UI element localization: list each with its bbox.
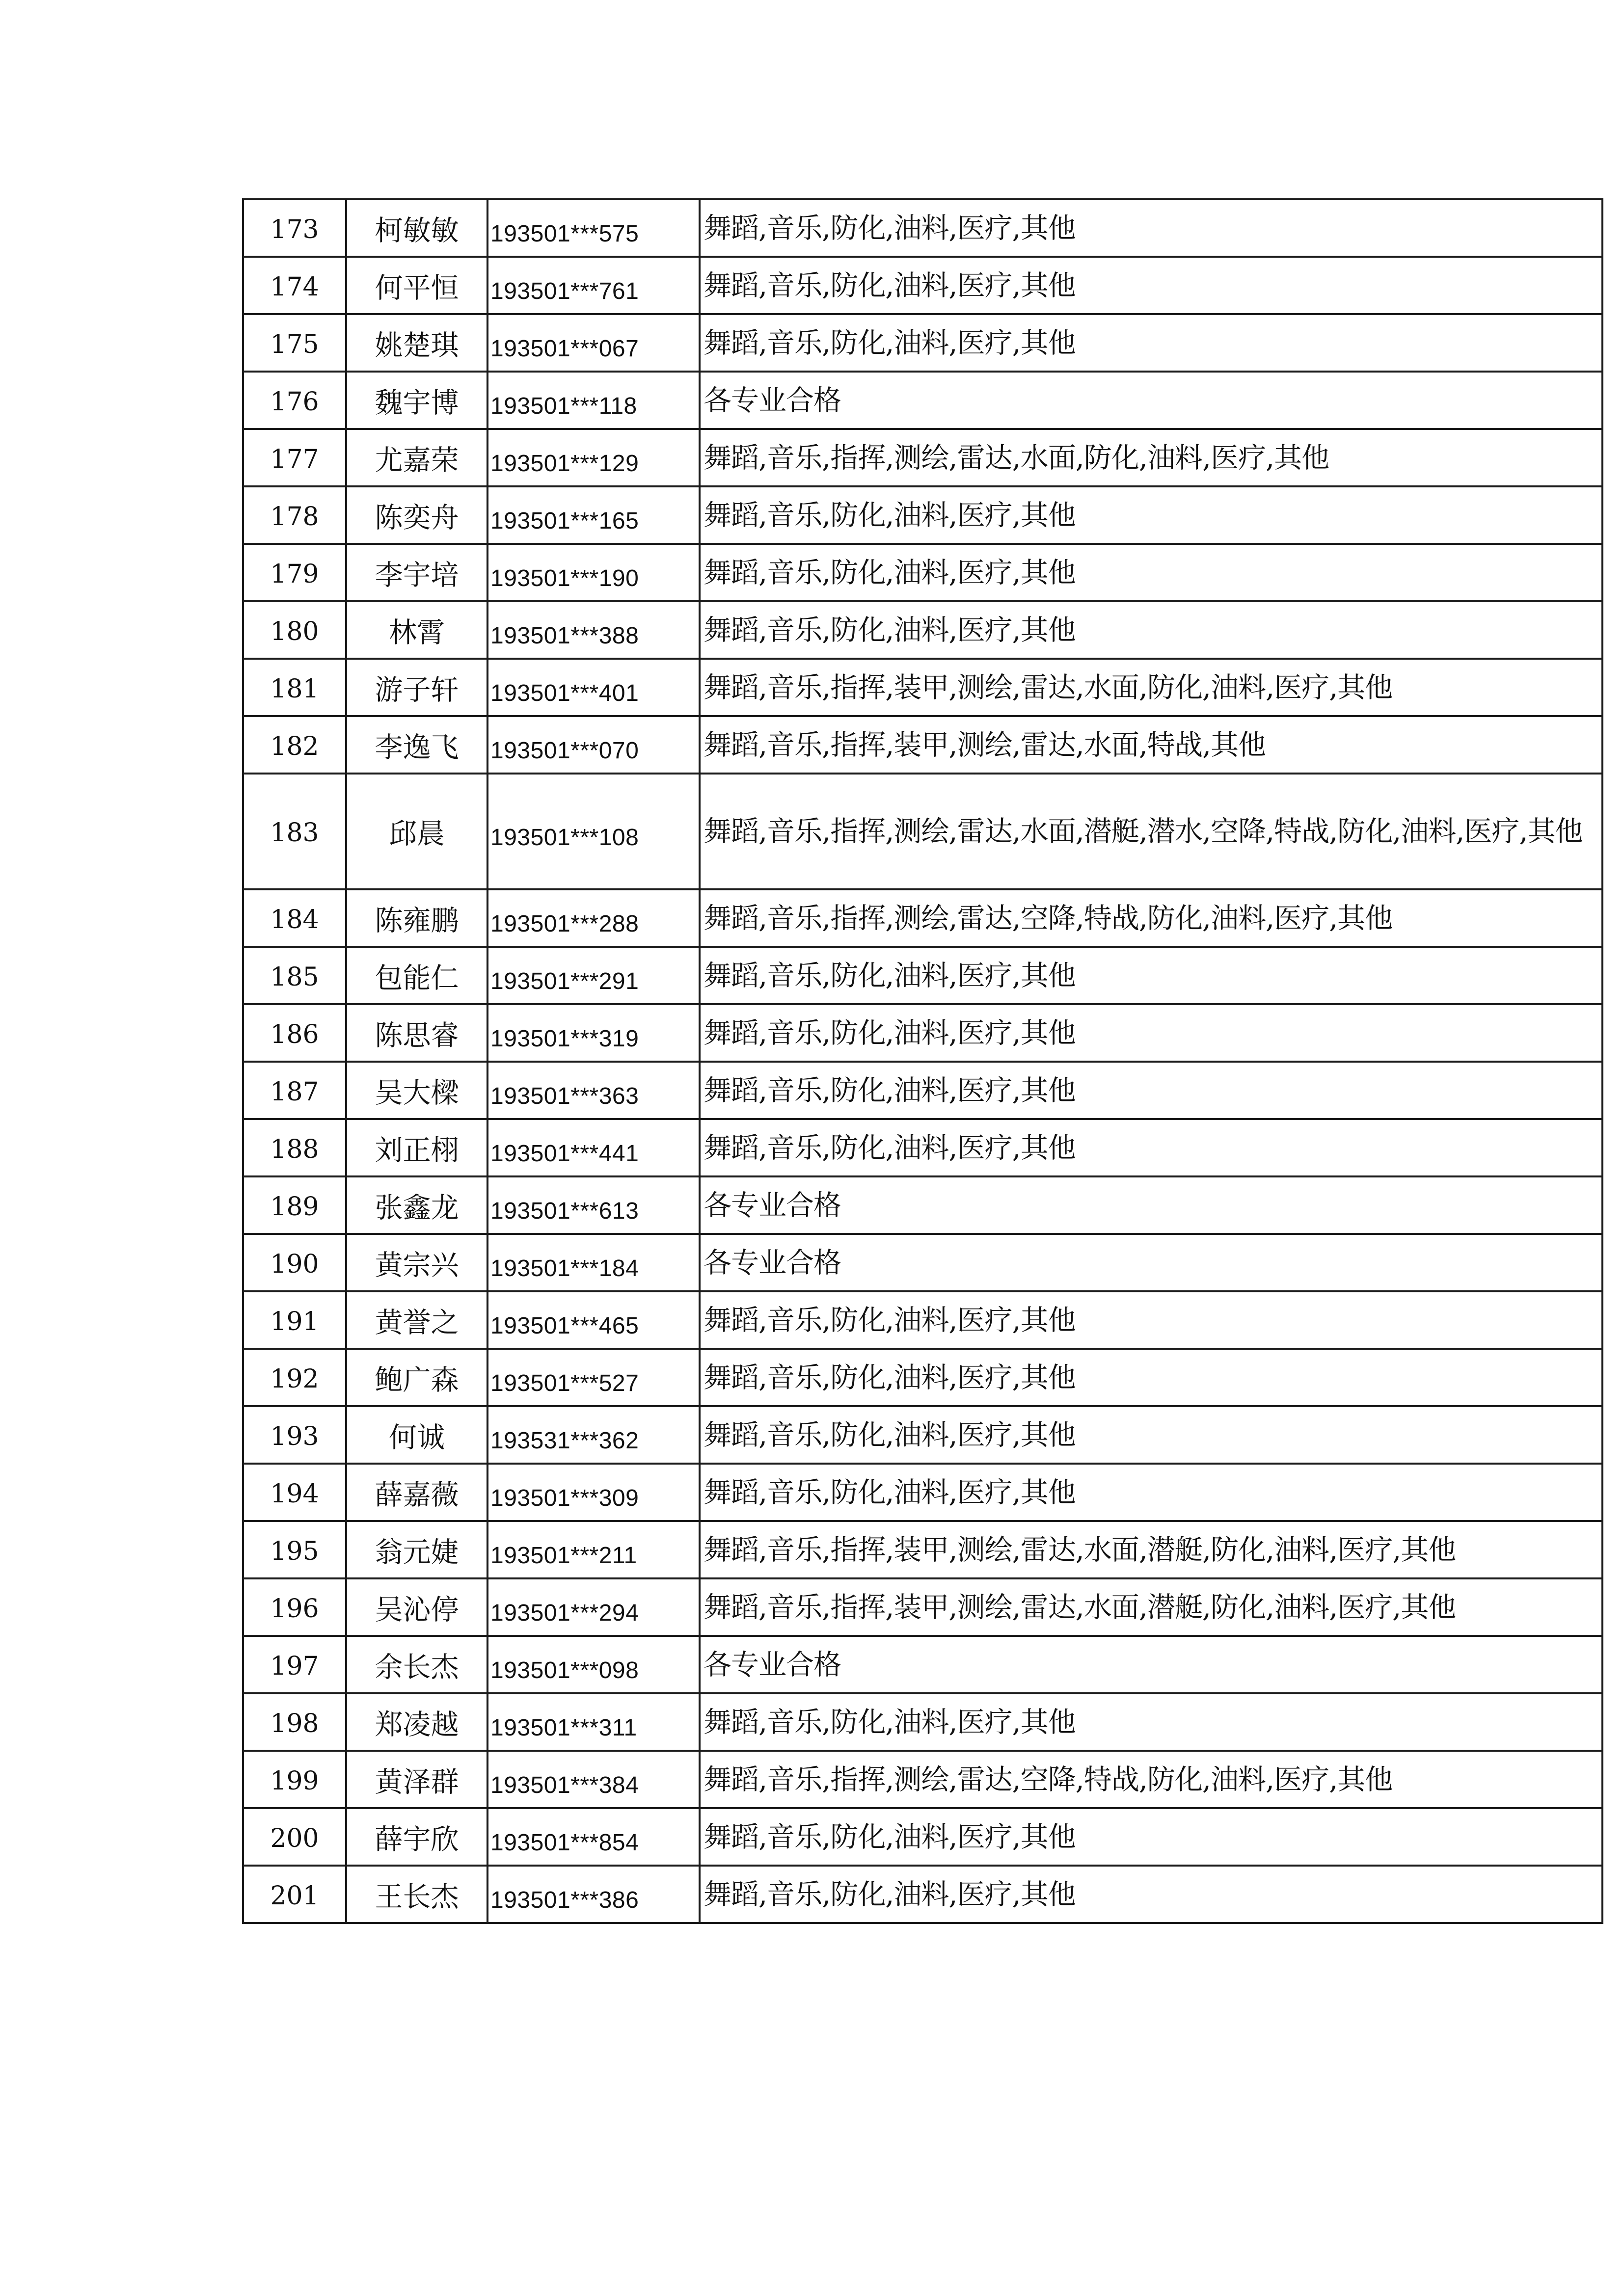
table-row (243, 1636, 1602, 1693)
id-number-cell: 193501***575 (487, 199, 700, 257)
row-number-cell: 174 (243, 257, 346, 314)
name-cell: 薛嘉薇 (346, 1464, 487, 1521)
id-number-cell: 193501***441 (487, 1119, 700, 1176)
name-cell: 吴沁停 (346, 1578, 487, 1636)
row-number-cell: 192 (243, 1349, 346, 1406)
row-number-cell: 175 (243, 314, 346, 372)
name-cell: 张鑫龙 (346, 1176, 487, 1234)
qualifications-cell: 各专业合格 (700, 1636, 1602, 1693)
row-number-cell: 199 (243, 1751, 346, 1808)
qualifications-cell: 舞蹈,音乐,指挥,测绘,雷达,水面,防化,油料,医疗,其他 (700, 429, 1602, 486)
table-row (243, 716, 1602, 774)
table-row (243, 1234, 1602, 1291)
name-cell: 陈雍鹏 (346, 889, 487, 947)
row-number-cell: 185 (243, 947, 346, 1004)
id-number-cell: 193501***401 (487, 659, 700, 716)
id-number-cell: 193501***098 (487, 1636, 700, 1693)
id-number-cell: 193501***527 (487, 1349, 700, 1406)
name-cell: 黄宗兴 (346, 1234, 487, 1291)
id-number-cell: 193501***319 (487, 1004, 700, 1062)
name-cell: 余长杰 (346, 1636, 487, 1693)
name-cell: 刘正栩 (346, 1119, 487, 1176)
table-row (243, 372, 1602, 429)
id-number-cell: 193501***067 (487, 314, 700, 372)
name-cell: 翁元婕 (346, 1521, 487, 1578)
table-row (243, 1464, 1602, 1521)
row-number-cell: 181 (243, 659, 346, 716)
name-cell: 李宇培 (346, 544, 487, 601)
table-row (243, 774, 1602, 889)
roster-table (242, 198, 1603, 1924)
qualifications-cell: 舞蹈,音乐,指挥,测绘,雷达,空降,特战,防化,油料,医疗,其他 (700, 889, 1602, 947)
table-row (243, 947, 1602, 1004)
table-row (243, 429, 1602, 486)
qualifications-cell: 舞蹈,音乐,防化,油料,医疗,其他 (700, 1693, 1602, 1751)
id-number-cell: 193501***165 (487, 486, 700, 544)
table-row (243, 1291, 1602, 1349)
qualifications-cell: 舞蹈,音乐,防化,油料,医疗,其他 (700, 544, 1602, 601)
table-row (243, 1062, 1602, 1119)
row-number-cell: 173 (243, 199, 346, 257)
qualifications-cell: 舞蹈,音乐,防化,油料,医疗,其他 (700, 1866, 1602, 1923)
id-number-cell: 193501***070 (487, 716, 700, 774)
name-cell: 薛宇欣 (346, 1808, 487, 1866)
row-number-cell: 197 (243, 1636, 346, 1693)
name-cell: 陈奕舟 (346, 486, 487, 544)
row-number-cell: 176 (243, 372, 346, 429)
qualifications-cell: 舞蹈,音乐,防化,油料,医疗,其他 (700, 1291, 1602, 1349)
name-cell: 吴大樑 (346, 1062, 487, 1119)
row-number-cell: 200 (243, 1808, 346, 1866)
name-cell: 柯敏敏 (346, 199, 487, 257)
roster-table-body (243, 199, 1602, 1923)
table-row (243, 1176, 1602, 1234)
table-row (243, 601, 1602, 659)
name-cell: 王长杰 (346, 1866, 487, 1923)
table-row (243, 1808, 1602, 1866)
qualifications-cell: 舞蹈,音乐,指挥,测绘,雷达,空降,特战,防化,油料,医疗,其他 (700, 1751, 1602, 1808)
id-number-cell: 193501***363 (487, 1062, 700, 1119)
name-cell: 何平恒 (346, 257, 487, 314)
name-cell: 包能仁 (346, 947, 487, 1004)
name-cell: 魏宇博 (346, 372, 487, 429)
table-row (243, 1578, 1602, 1636)
id-number-cell: 193501***108 (487, 774, 700, 889)
name-cell: 姚楚琪 (346, 314, 487, 372)
id-number-cell: 193501***294 (487, 1578, 700, 1636)
table-row (243, 1004, 1602, 1062)
row-number-cell: 186 (243, 1004, 346, 1062)
name-cell: 林霄 (346, 601, 487, 659)
qualifications-cell: 舞蹈,音乐,防化,油料,医疗,其他 (700, 1004, 1602, 1062)
qualifications-cell: 舞蹈,音乐,防化,油料,医疗,其他 (700, 1406, 1602, 1464)
name-cell: 何诚 (346, 1406, 487, 1464)
id-number-cell: 193501***854 (487, 1808, 700, 1866)
row-number-cell: 189 (243, 1176, 346, 1234)
qualifications-cell: 各专业合格 (700, 1176, 1602, 1234)
id-number-cell: 193501***386 (487, 1866, 700, 1923)
table-row (243, 1119, 1602, 1176)
row-number-cell: 195 (243, 1521, 346, 1578)
row-number-cell: 187 (243, 1062, 346, 1119)
table-row (243, 1521, 1602, 1578)
qualifications-cell: 舞蹈,音乐,防化,油料,医疗,其他 (700, 1464, 1602, 1521)
qualifications-cell: 各专业合格 (700, 1234, 1602, 1291)
id-number-cell: 193531***362 (487, 1406, 700, 1464)
qualifications-cell: 舞蹈,音乐,指挥,装甲,测绘,雷达,水面,防化,油料,医疗,其他 (700, 659, 1602, 716)
qualifications-cell: 舞蹈,音乐,防化,油料,医疗,其他 (700, 1062, 1602, 1119)
row-number-cell: 188 (243, 1119, 346, 1176)
table-row (243, 257, 1602, 314)
name-cell: 游子轩 (346, 659, 487, 716)
name-cell: 黄泽群 (346, 1751, 487, 1808)
id-number-cell: 193501***613 (487, 1176, 700, 1234)
row-number-cell: 183 (243, 774, 346, 889)
qualifications-cell: 舞蹈,音乐,指挥,装甲,测绘,雷达,水面,特战,其他 (700, 716, 1602, 774)
table-row (243, 1751, 1602, 1808)
row-number-cell: 201 (243, 1866, 346, 1923)
qualifications-cell: 舞蹈,音乐,防化,油料,医疗,其他 (700, 601, 1602, 659)
id-number-cell: 193501***118 (487, 372, 700, 429)
id-number-cell: 193501***291 (487, 947, 700, 1004)
name-cell: 黄誉之 (346, 1291, 487, 1349)
table-row (243, 659, 1602, 716)
table-row (243, 889, 1602, 947)
name-cell: 鲍广森 (346, 1349, 487, 1406)
name-cell: 尤嘉荣 (346, 429, 487, 486)
id-number-cell: 193501***129 (487, 429, 700, 486)
row-number-cell: 182 (243, 716, 346, 774)
id-number-cell: 193501***384 (487, 1751, 700, 1808)
qualifications-cell: 舞蹈,音乐,防化,油料,医疗,其他 (700, 1119, 1602, 1176)
table-row (243, 1406, 1602, 1464)
row-number-cell: 180 (243, 601, 346, 659)
qualifications-cell: 舞蹈,音乐,防化,油料,医疗,其他 (700, 199, 1602, 257)
table-row (243, 314, 1602, 372)
row-number-cell: 178 (243, 486, 346, 544)
table-row (243, 1693, 1602, 1751)
qualifications-cell: 舞蹈,音乐,指挥,装甲,测绘,雷达,水面,潜艇,防化,油料,医疗,其他 (700, 1578, 1602, 1636)
row-number-cell: 179 (243, 544, 346, 601)
qualifications-cell: 舞蹈,音乐,防化,油料,医疗,其他 (700, 486, 1602, 544)
row-number-cell: 198 (243, 1693, 346, 1751)
row-number-cell: 190 (243, 1234, 346, 1291)
table-row (243, 1349, 1602, 1406)
row-number-cell: 177 (243, 429, 346, 486)
row-number-cell: 191 (243, 1291, 346, 1349)
qualifications-cell: 舞蹈,音乐,防化,油料,医疗,其他 (700, 947, 1602, 1004)
qualifications-cell: 舞蹈,音乐,防化,油料,医疗,其他 (700, 1808, 1602, 1866)
row-number-cell: 194 (243, 1464, 346, 1521)
table-row (243, 1866, 1602, 1923)
qualifications-cell: 舞蹈,音乐,防化,油料,医疗,其他 (700, 314, 1602, 372)
table-row (243, 544, 1602, 601)
id-number-cell: 193501***309 (487, 1464, 700, 1521)
qualifications-cell: 舞蹈,音乐,指挥,装甲,测绘,雷达,水面,潜艇,防化,油料,医疗,其他 (700, 1521, 1602, 1578)
name-cell: 郑凌越 (346, 1693, 487, 1751)
id-number-cell: 193501***211 (487, 1521, 700, 1578)
id-number-cell: 193501***465 (487, 1291, 700, 1349)
row-number-cell: 193 (243, 1406, 346, 1464)
id-number-cell: 193501***184 (487, 1234, 700, 1291)
id-number-cell: 193501***761 (487, 257, 700, 314)
row-number-cell: 184 (243, 889, 346, 947)
id-number-cell: 193501***388 (487, 601, 700, 659)
id-number-cell: 193501***311 (487, 1693, 700, 1751)
table-row (243, 199, 1602, 257)
name-cell: 李逸飞 (346, 716, 487, 774)
table-row (243, 486, 1602, 544)
qualifications-cell: 各专业合格 (700, 372, 1602, 429)
row-number-cell: 196 (243, 1578, 346, 1636)
id-number-cell: 193501***288 (487, 889, 700, 947)
qualifications-cell: 舞蹈,音乐,指挥,测绘,雷达,水面,潜艇,潜水,空降,特战,防化,油料,医疗,其他 (700, 774, 1602, 889)
name-cell: 陈思睿 (346, 1004, 487, 1062)
qualifications-cell: 舞蹈,音乐,防化,油料,医疗,其他 (700, 1349, 1602, 1406)
name-cell: 邱晨 (346, 774, 487, 889)
qualifications-cell: 舞蹈,音乐,防化,油料,医疗,其他 (700, 257, 1602, 314)
id-number-cell: 193501***190 (487, 544, 700, 601)
